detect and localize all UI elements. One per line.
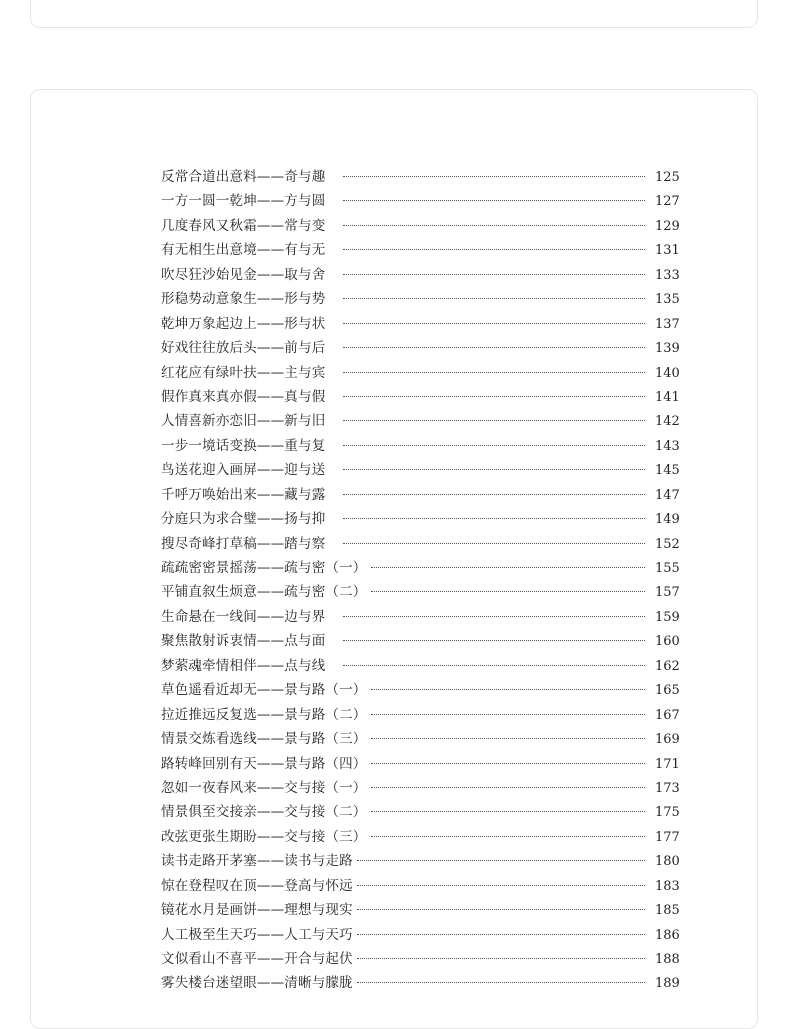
toc-entry-page-number: 159 (655, 609, 680, 625)
toc-entry-page-number: 177 (655, 829, 680, 845)
toc-entry-page-number: 143 (655, 438, 680, 454)
toc-entry-title: 搜尽奇峰打草稿——踏与察 (161, 535, 326, 552)
toc-entry-title: 鸟送花迎入画屏——迎与送 (161, 462, 326, 479)
toc-entry-title: 镜花水月是画饼——理想与现实 (161, 902, 353, 919)
dot-leader (343, 322, 645, 324)
toc-entry (161, 629, 681, 653)
toc-entry (161, 703, 681, 727)
toc-entry (161, 678, 681, 702)
toc-entry-page-number: 175 (655, 805, 680, 821)
dot-leader (343, 248, 645, 250)
toc-entry-title: 雾失楼台迷望眼——清晰与朦胧 (161, 975, 353, 992)
toc-entry (161, 434, 681, 458)
dot-leader (371, 688, 646, 690)
toc-entry (161, 825, 681, 849)
toc-entry (161, 727, 681, 751)
toc-entry-page-number: 139 (655, 341, 680, 357)
toc-entry (161, 336, 681, 360)
toc-entry-title: 分庭只为求合璧——扬与抑 (161, 511, 326, 528)
toc-entry-page-number: 145 (655, 463, 680, 479)
toc-entry-page-number: 135 (655, 292, 680, 308)
toc-entry-title: 千呼万唤始出来——藏与露 (161, 486, 326, 503)
toc-entry (161, 483, 681, 507)
toc-entry-page-number: 183 (655, 878, 680, 894)
toc-entry-page-number: 157 (655, 585, 680, 601)
toc-entry-page-number: 137 (655, 316, 680, 332)
toc-entry-title: 情景俱至交接亲——交与接（二） (161, 804, 367, 821)
toc-entry (161, 312, 681, 336)
toc-entry-page-number: 171 (655, 756, 680, 772)
dot-leader (371, 590, 646, 592)
toc-entry-page-number: 147 (655, 487, 680, 503)
toc-entry-page-number: 127 (655, 194, 680, 210)
toc-entry (161, 971, 681, 995)
toc-entry-page-number: 185 (655, 903, 680, 919)
toc-entry (161, 263, 681, 287)
toc-entry-page-number: 149 (655, 512, 680, 528)
dot-leader (357, 859, 645, 861)
toc-entry-page-number: 131 (655, 243, 680, 259)
dot-leader (357, 884, 645, 886)
toc-entry-title: 好戏往往放后头——前与后 (161, 340, 326, 357)
toc-entry-title: 聚焦散射诉衷情——点与面 (161, 633, 326, 650)
toc-entry-page-number: 188 (655, 952, 680, 967)
toc-entry-title: 吹尽狂沙始见金——取与舍 (161, 266, 326, 283)
toc-entry-page-number: 165 (655, 683, 680, 699)
dot-leader (343, 371, 645, 373)
toc-entry (161, 800, 681, 824)
toc-entry-title: 一方一圆一乾坤——方与圆 (161, 193, 326, 210)
toc-entry (161, 532, 681, 556)
toc-entry-page-number: 169 (655, 732, 680, 748)
toc-entry (161, 458, 681, 482)
toc-entry-page-number: 140 (655, 365, 680, 381)
toc-entry (161, 556, 681, 580)
dot-leader (357, 981, 645, 983)
toc-entry-title: 改弦更张生期盼——交与接（三） (161, 828, 367, 845)
toc-entry-page-number: 173 (655, 780, 680, 796)
toc-entry-page-number: 155 (655, 561, 680, 576)
dot-leader (371, 835, 646, 837)
dot-leader (357, 957, 645, 959)
toc-entry-title: 草色遥看近却无——景与路（一） (161, 682, 367, 699)
toc-entry (161, 923, 681, 947)
toc-entry-page-number: 141 (655, 389, 680, 405)
toc-entry-title: 人工极至生天巧——人工与天巧 (161, 926, 353, 943)
toc-entry (161, 580, 681, 604)
toc-entry-title: 拉近推远反复选——景与路（二） (161, 706, 367, 723)
toc-entry-title: 红花应有绿叶扶——主与宾 (161, 364, 326, 381)
toc-entry-title: 形稳势动意象生——形与势 (161, 291, 326, 308)
toc-entry (161, 605, 681, 629)
dot-leader (343, 664, 645, 666)
toc-entry (161, 874, 681, 898)
dot-leader (371, 810, 646, 812)
toc-entry (161, 409, 681, 433)
toc-entry-title: 平铺直叙生烦意——疏与密（二） (161, 584, 367, 601)
toc-entry-page-number: 189 (655, 976, 680, 992)
toc-entry (161, 849, 681, 873)
toc-entry (161, 165, 681, 189)
dot-leader (371, 762, 646, 764)
table-of-contents-page (30, 89, 758, 1029)
toc-entry (161, 776, 681, 800)
toc-entry-title: 情景交炼看选线——景与路（三） (161, 731, 367, 748)
dot-leader (371, 737, 646, 739)
toc-entry-title: 生命悬在一线间——边与界 (161, 608, 326, 625)
toc-entry (161, 752, 681, 776)
toc-entry-page-number: 186 (655, 927, 680, 943)
toc-entry-title: 几度春风又秋霜——常与变 (161, 217, 326, 234)
toc-entry (161, 654, 681, 678)
table-of-contents (161, 165, 681, 996)
dot-leader (343, 297, 645, 299)
toc-entry (161, 361, 681, 385)
toc-entry-page-number: 129 (655, 218, 680, 234)
previous-page-card (30, 0, 758, 28)
toc-entry (161, 507, 681, 531)
dot-leader (357, 933, 645, 935)
toc-entry-title: 文似看山不喜平——开合与起伏 (161, 951, 353, 967)
toc-entry-title: 疏疏密密景摇荡——疏与密（一） (161, 560, 367, 576)
toc-entry-title: 惊在登程叹在顶——登高与怀远 (161, 877, 353, 894)
dot-leader (371, 566, 646, 568)
toc-entry-page-number: 152 (655, 536, 680, 552)
dot-leader (343, 175, 645, 177)
dot-leader (371, 713, 646, 715)
dot-leader (343, 395, 645, 397)
toc-entry-page-number: 180 (655, 854, 680, 870)
toc-entry-title: 路转峰回别有天——景与路（四） (161, 755, 367, 772)
toc-entry-title: 有无相生出意境——有与无 (161, 242, 326, 259)
toc-entry-title: 假作真来真亦假——真与假 (161, 388, 326, 405)
dot-leader (357, 908, 645, 910)
dot-leader (343, 493, 645, 495)
dot-leader (343, 639, 645, 641)
toc-entry-page-number: 142 (655, 414, 680, 430)
toc-entry-title: 反常合道出意料——奇与趣 (161, 169, 326, 185)
toc-entry-page-number: 133 (655, 267, 680, 283)
dot-leader (343, 517, 645, 519)
toc-entry (161, 947, 681, 971)
toc-entry-title: 忽如一夜春风来——交与接（一） (161, 779, 367, 796)
toc-entry (161, 238, 681, 262)
toc-entry (161, 287, 681, 311)
toc-entry-title: 读书走路开茅塞——读书与走路 (161, 853, 353, 870)
toc-entry-title: 梦萦魂牵情相伴——点与线 (161, 657, 326, 674)
toc-entry (161, 189, 681, 213)
dot-leader (343, 444, 645, 446)
toc-entry-page-number: 162 (655, 658, 680, 674)
dot-leader (343, 419, 645, 421)
toc-entry (161, 214, 681, 238)
dot-leader (343, 468, 645, 470)
dot-leader (343, 273, 645, 275)
toc-entry (161, 898, 681, 922)
dot-leader (343, 346, 645, 348)
dot-leader (343, 199, 645, 201)
toc-entry-page-number: 160 (655, 634, 680, 650)
toc-entry (161, 385, 681, 409)
toc-entry-title: 乾坤万象起边上——形与状 (161, 315, 326, 332)
dot-leader (343, 224, 645, 226)
toc-entry-title: 人情喜新亦恋旧——新与旧 (161, 413, 326, 430)
toc-entry-page-number: 167 (655, 707, 680, 723)
toc-entry-title: 一步一境话变换——重与复 (161, 437, 326, 454)
dot-leader (343, 615, 645, 617)
dot-leader (371, 786, 646, 788)
toc-entry-page-number: 125 (655, 170, 680, 185)
dot-leader (343, 542, 645, 544)
